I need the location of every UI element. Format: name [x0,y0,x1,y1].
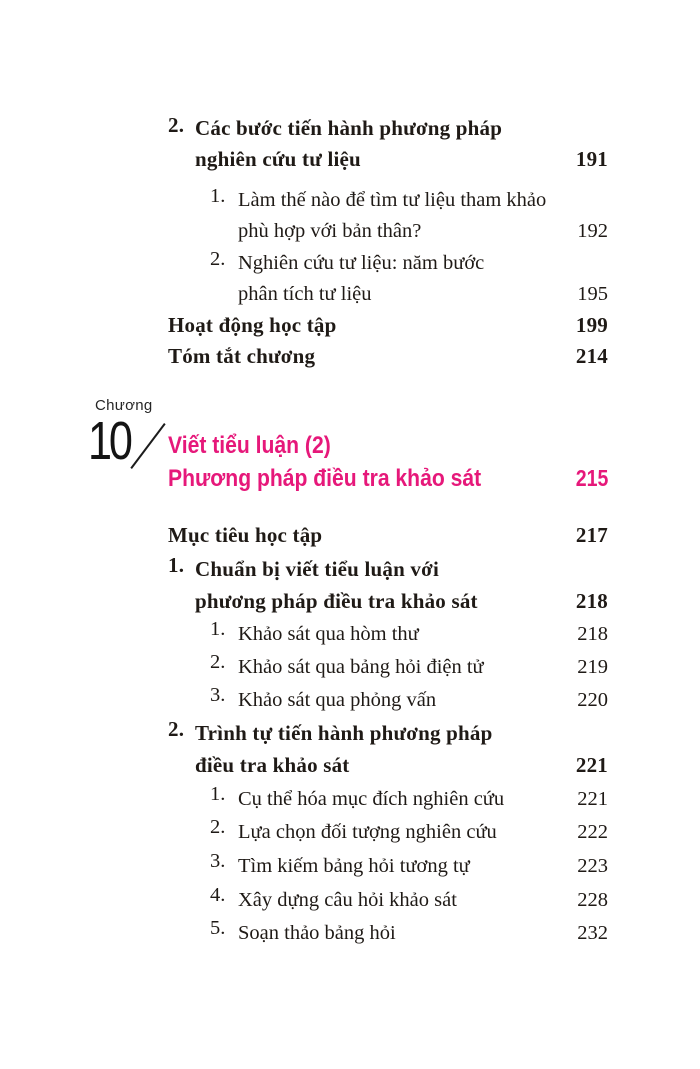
chapter-page: 215 [575,465,608,491]
chapter-title [168,430,608,495]
toc-entry [168,816,608,848]
entry-number: 2. [210,248,226,270]
toc-entry [168,651,608,683]
entry-number: 3. [210,684,226,706]
entry-page: 218 [577,623,608,645]
chapter-title-line2: Phương pháp điều tra khảo sát [168,465,482,492]
chapter-mark [88,397,174,471]
toc-section-top [168,113,608,372]
entry-text: Nghiên cứu tư liệu: năm bước phân tích tư liệu 195 [238,248,608,310]
entry-number: 5. [210,917,226,939]
toc-entry [168,341,608,372]
entry-text: Tóm tắt chương 214 [168,341,608,372]
entry-page: 199 [575,313,608,337]
toc-entry [168,553,608,617]
entry-text: Hoạt động học tập 199 [168,310,608,341]
toc-entry [168,884,608,916]
entry-number: 2. [168,717,185,741]
entry-number: 1. [168,553,185,577]
entry-text: Khảo sát qua hòm thư 218 [238,618,608,650]
entry-text: Khảo sát qua phỏng vấn 220 [238,684,608,716]
entry-page: 221 [575,753,608,777]
entry-number: 1. [210,618,226,640]
entry-page: 214 [575,344,608,368]
toc-entry [168,185,608,247]
toc-entry [168,519,608,551]
toc-entry [168,783,608,815]
entry-page: 220 [577,689,608,711]
entry-page: 192 [577,220,608,242]
entry-text: Trình tự tiến hành phương pháp điều tra khảo sát 221 [195,717,608,781]
entry-text: Cụ thể hóa mục đích nghiên cứu 221 [238,783,608,815]
entry-page: 195 [577,283,608,305]
entry-number: 2. [210,651,226,673]
chapter-label: Chương [95,397,153,414]
entry-page: 221 [577,788,608,810]
entry-page: 217 [575,523,608,547]
entry-text: Làm thế nào để tìm tư liệu tham khảo phù hợp với bản thân? 192 [238,185,608,247]
toc-entry [168,850,608,882]
toc-content-column [88,113,608,949]
entry-page: 223 [577,855,608,877]
entry-number: 4. [210,884,226,906]
entry-text: Các bước tiến hành phương pháp nghiên cứu tư liệu 191 [195,113,608,175]
entry-page: 191 [575,147,608,171]
entry-page: 222 [577,821,608,843]
toc-entry [168,113,608,175]
entry-page: 232 [577,922,608,944]
entry-text: Khảo sát qua bảng hỏi điện tử 219 [238,651,608,683]
toc-section-bottom [168,519,608,949]
entry-text: Chuẩn bị viết tiểu luận với phương pháp điều tra khảo sát 218 [195,553,608,617]
toc-entry [168,248,608,310]
entry-text: Tìm kiếm bảng hỏi tương tự 223 [238,850,608,882]
toc-entry [168,717,608,781]
toc-entry [168,310,608,341]
chapter-number: 10 [88,411,130,471]
toc-entry [168,684,608,716]
entry-text: Soạn thảo bảng hỏi 232 [238,917,608,949]
entry-number: 2. [210,816,226,838]
entry-text: Mục tiêu học tập 217 [168,519,608,551]
toc-entry [168,917,608,949]
entry-number: 1. [210,783,226,805]
entry-number: 1. [210,185,226,207]
entry-number: 3. [210,850,226,872]
entry-number: 2. [168,113,185,137]
entry-page: 219 [577,656,608,678]
entry-text: Lựa chọn đối tượng nghiên cứu 222 [238,816,608,848]
chapter-title-line1: Viết tiểu luận (2) [168,432,331,459]
entry-page: 218 [575,589,608,613]
entry-page: 228 [577,889,608,911]
entry-text: Xây dựng câu hỏi khảo sát 228 [238,884,608,916]
toc-entry [168,618,608,650]
chapter-header [88,397,608,495]
